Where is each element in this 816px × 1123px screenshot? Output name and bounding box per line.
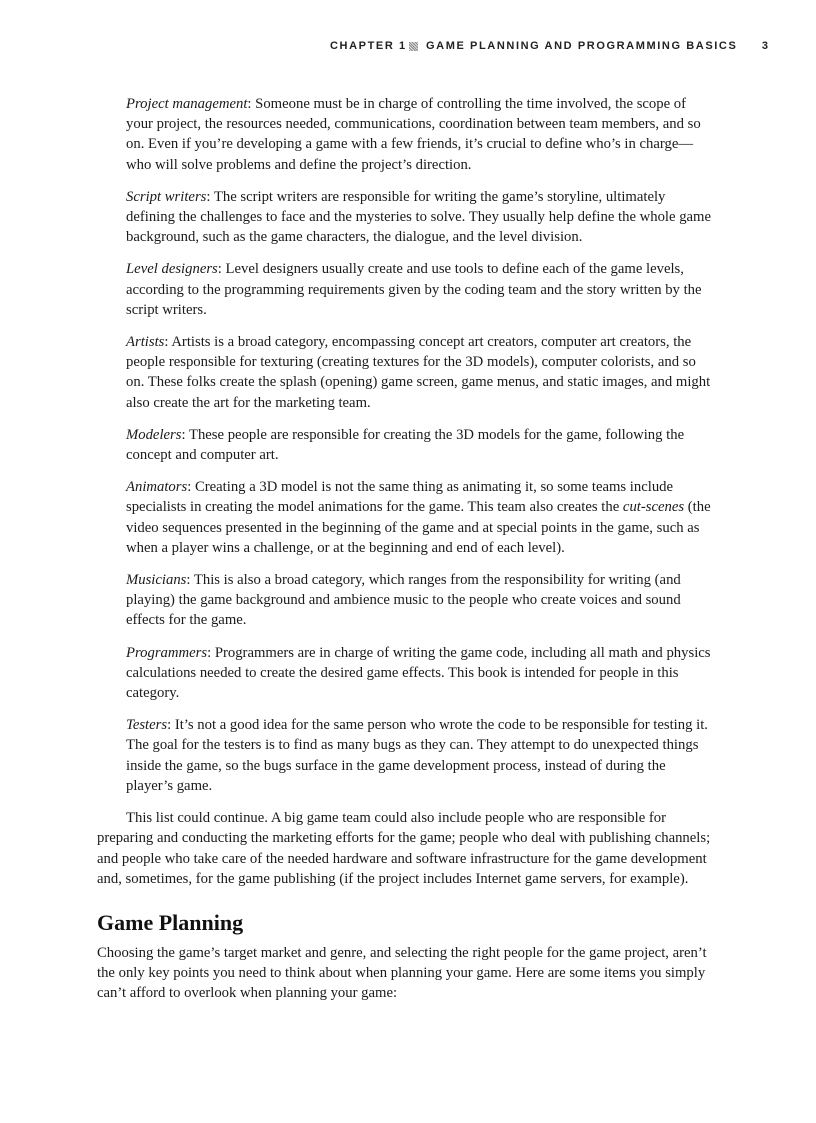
chapter-label: CHAPTER 1 <box>330 40 407 52</box>
list-item-term: Artists <box>126 334 165 351</box>
page-number: 3 <box>761 40 768 52</box>
list-item <box>126 715 711 796</box>
separator-square-icon <box>409 42 418 51</box>
list-item-term: Testers <box>126 717 168 734</box>
running-head <box>330 40 768 56</box>
list-item <box>126 94 711 175</box>
list-item-text: : Level designers usually create and use tools to define each of the game levels, according to the programming requirements given by the coding team and the story written by the script writers. <box>126 261 702 318</box>
body-paragraph: Choosing the game’s target market and genre, and selecting the right people for the game project, aren’t the only key points you need to think about when planning your game. Here are some items you simply can’t afford to overlook when planning your game: <box>97 944 707 1002</box>
list-item-term: Musicians <box>126 572 187 589</box>
list-item-text: : Someone must be in charge of controlling the time involved, the scope of your project, the resources needed, communications, coordination between team members, and so on. Even if you’re developing a game with a few friends, it’s crucial to define who’s in charge—who will solve problems and define the project’s direction. <box>126 96 701 173</box>
list-item <box>126 477 711 558</box>
list-item-text: : The script writers are responsible for writing the game’s storyline, ultimately defining the challenges to face and the mysteries to solve. They usually help define the whole game background, such as the game characters, the dialogue, and the level division. <box>126 188 712 246</box>
list-item <box>126 259 711 320</box>
list-item-text-after: (the video sequences presented in the beginning of the game and at special points in the game, such as when a player wins a challenge, or at the beginning and end of each level). <box>126 499 711 556</box>
body-text <box>97 94 711 1004</box>
list-item <box>126 425 711 465</box>
list-item-term: Script writers <box>126 188 207 205</box>
list-item-text: : It’s not a good idea for the same person who wrote the code to be responsible for testing it. The goal for the testers is to find as many bugs as they can. They attempt to do unexpected things inside the game, so the bugs surface in the game development process, instead of during the player’s game. <box>126 717 708 794</box>
list-item-text: : Creating a 3D model is not the same thing as animating it, so some teams include specialists in creating the model animations for the game. This team also creates the <box>126 479 674 516</box>
list-item-emphasis: cut-scenes <box>622 499 685 516</box>
list-item <box>126 332 711 413</box>
body-paragraph: This list could continue. A big game team could also include people who are responsible for preparing and conducting the marketing efforts for the game; people who deal with publishing channels; and people who take care of the needed hardware and software infrastructure for the game development and, sometimes, for the game publishing (if the project includes Internet game servers, for example). <box>97 810 711 887</box>
section-heading: Game Planning <box>97 909 244 935</box>
list-item-term: Modelers <box>126 426 182 443</box>
list-item <box>126 187 711 248</box>
chapter-title: GAME PLANNING AND PROGRAMMING BASICS <box>426 40 738 52</box>
list-item-text: : These people are responsible for creating the 3D models for the game, following the concept and computer art. <box>126 426 685 464</box>
list-item-term: Level designers <box>126 261 218 278</box>
list-item-text: : This is also a broad category, which ranges from the responsibility for writing (and playing) the game background and ambience music to the people who create voices and sound effects for the game. <box>126 572 681 629</box>
list-item <box>126 570 711 631</box>
list-item-text: : Programmers are in charge of writing the game code, including all math and physics calculations needed to create the desired game effects. This book is intended for people in this category. <box>126 644 711 702</box>
list-item-term: Project management <box>126 96 248 112</box>
list-item <box>126 643 711 704</box>
list-item-term: Animators <box>126 479 188 496</box>
list-item-text: : Artists is a broad category, encompassing concept art creators, computer art creators, the people responsible for texturing (creating textures for the 3D models), computer colorists, and so on. These folks create the splash (opening) game screen, game menus, and static images, and might also create the art for the marketing team. <box>126 334 711 411</box>
list-item-term: Programmers <box>126 644 208 661</box>
